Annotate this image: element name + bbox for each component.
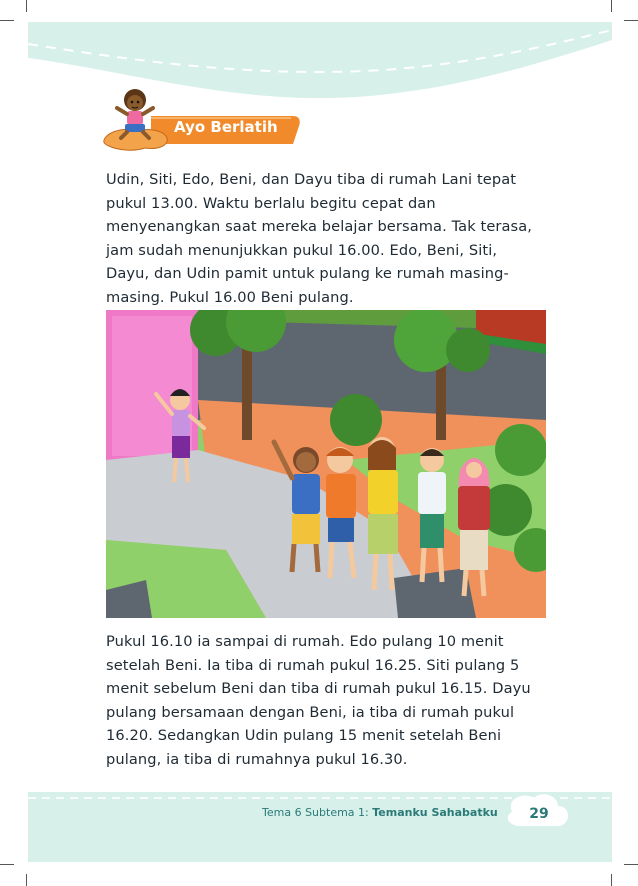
paragraph-story: Pukul 16.10 ia sampai di rumah. Edo pulang 10 menit setelah Beni. Ia tiba di rumah pukul 16.25. Siti pulang 5 menit sebelum Beni dan tiba di rumah pukul 16.15. Dayu pulang bersamaan dengan Beni, ia tiba di rumah pukul 16.20. Sedangkan Udin pulang 15 menit setelah Beni pulang, ia tiba di rumahnya pukul 16.30. <box>106 633 531 768</box>
illustration-children-walking-home <box>106 310 546 618</box>
footer-title: Temanku Sahabatku <box>372 806 498 819</box>
footer-theme: Tema 6 Subtema 1: <box>262 806 369 819</box>
paragraph-intro: Udin, Siti, Edo, Beni, dan Dayu tiba di rumah Lani tepat pukul 13.00. Waktu berlalu begitu cepat dan menyenangkan saat mereka belajar bersama. Tak terasa, jam sudah menunjukkan pukul 16.00. Edo, Beni, Siti, Dayu, dan Udin pamit untuk pulang ke rumah masing-masing. Pukul 16.00 Beni pulang. <box>106 171 533 306</box>
footer-caption <box>262 806 498 819</box>
page-number: 29 <box>529 806 549 822</box>
top-decorative-band <box>0 0 638 120</box>
section-title: Ayo Berlatih <box>174 118 278 136</box>
